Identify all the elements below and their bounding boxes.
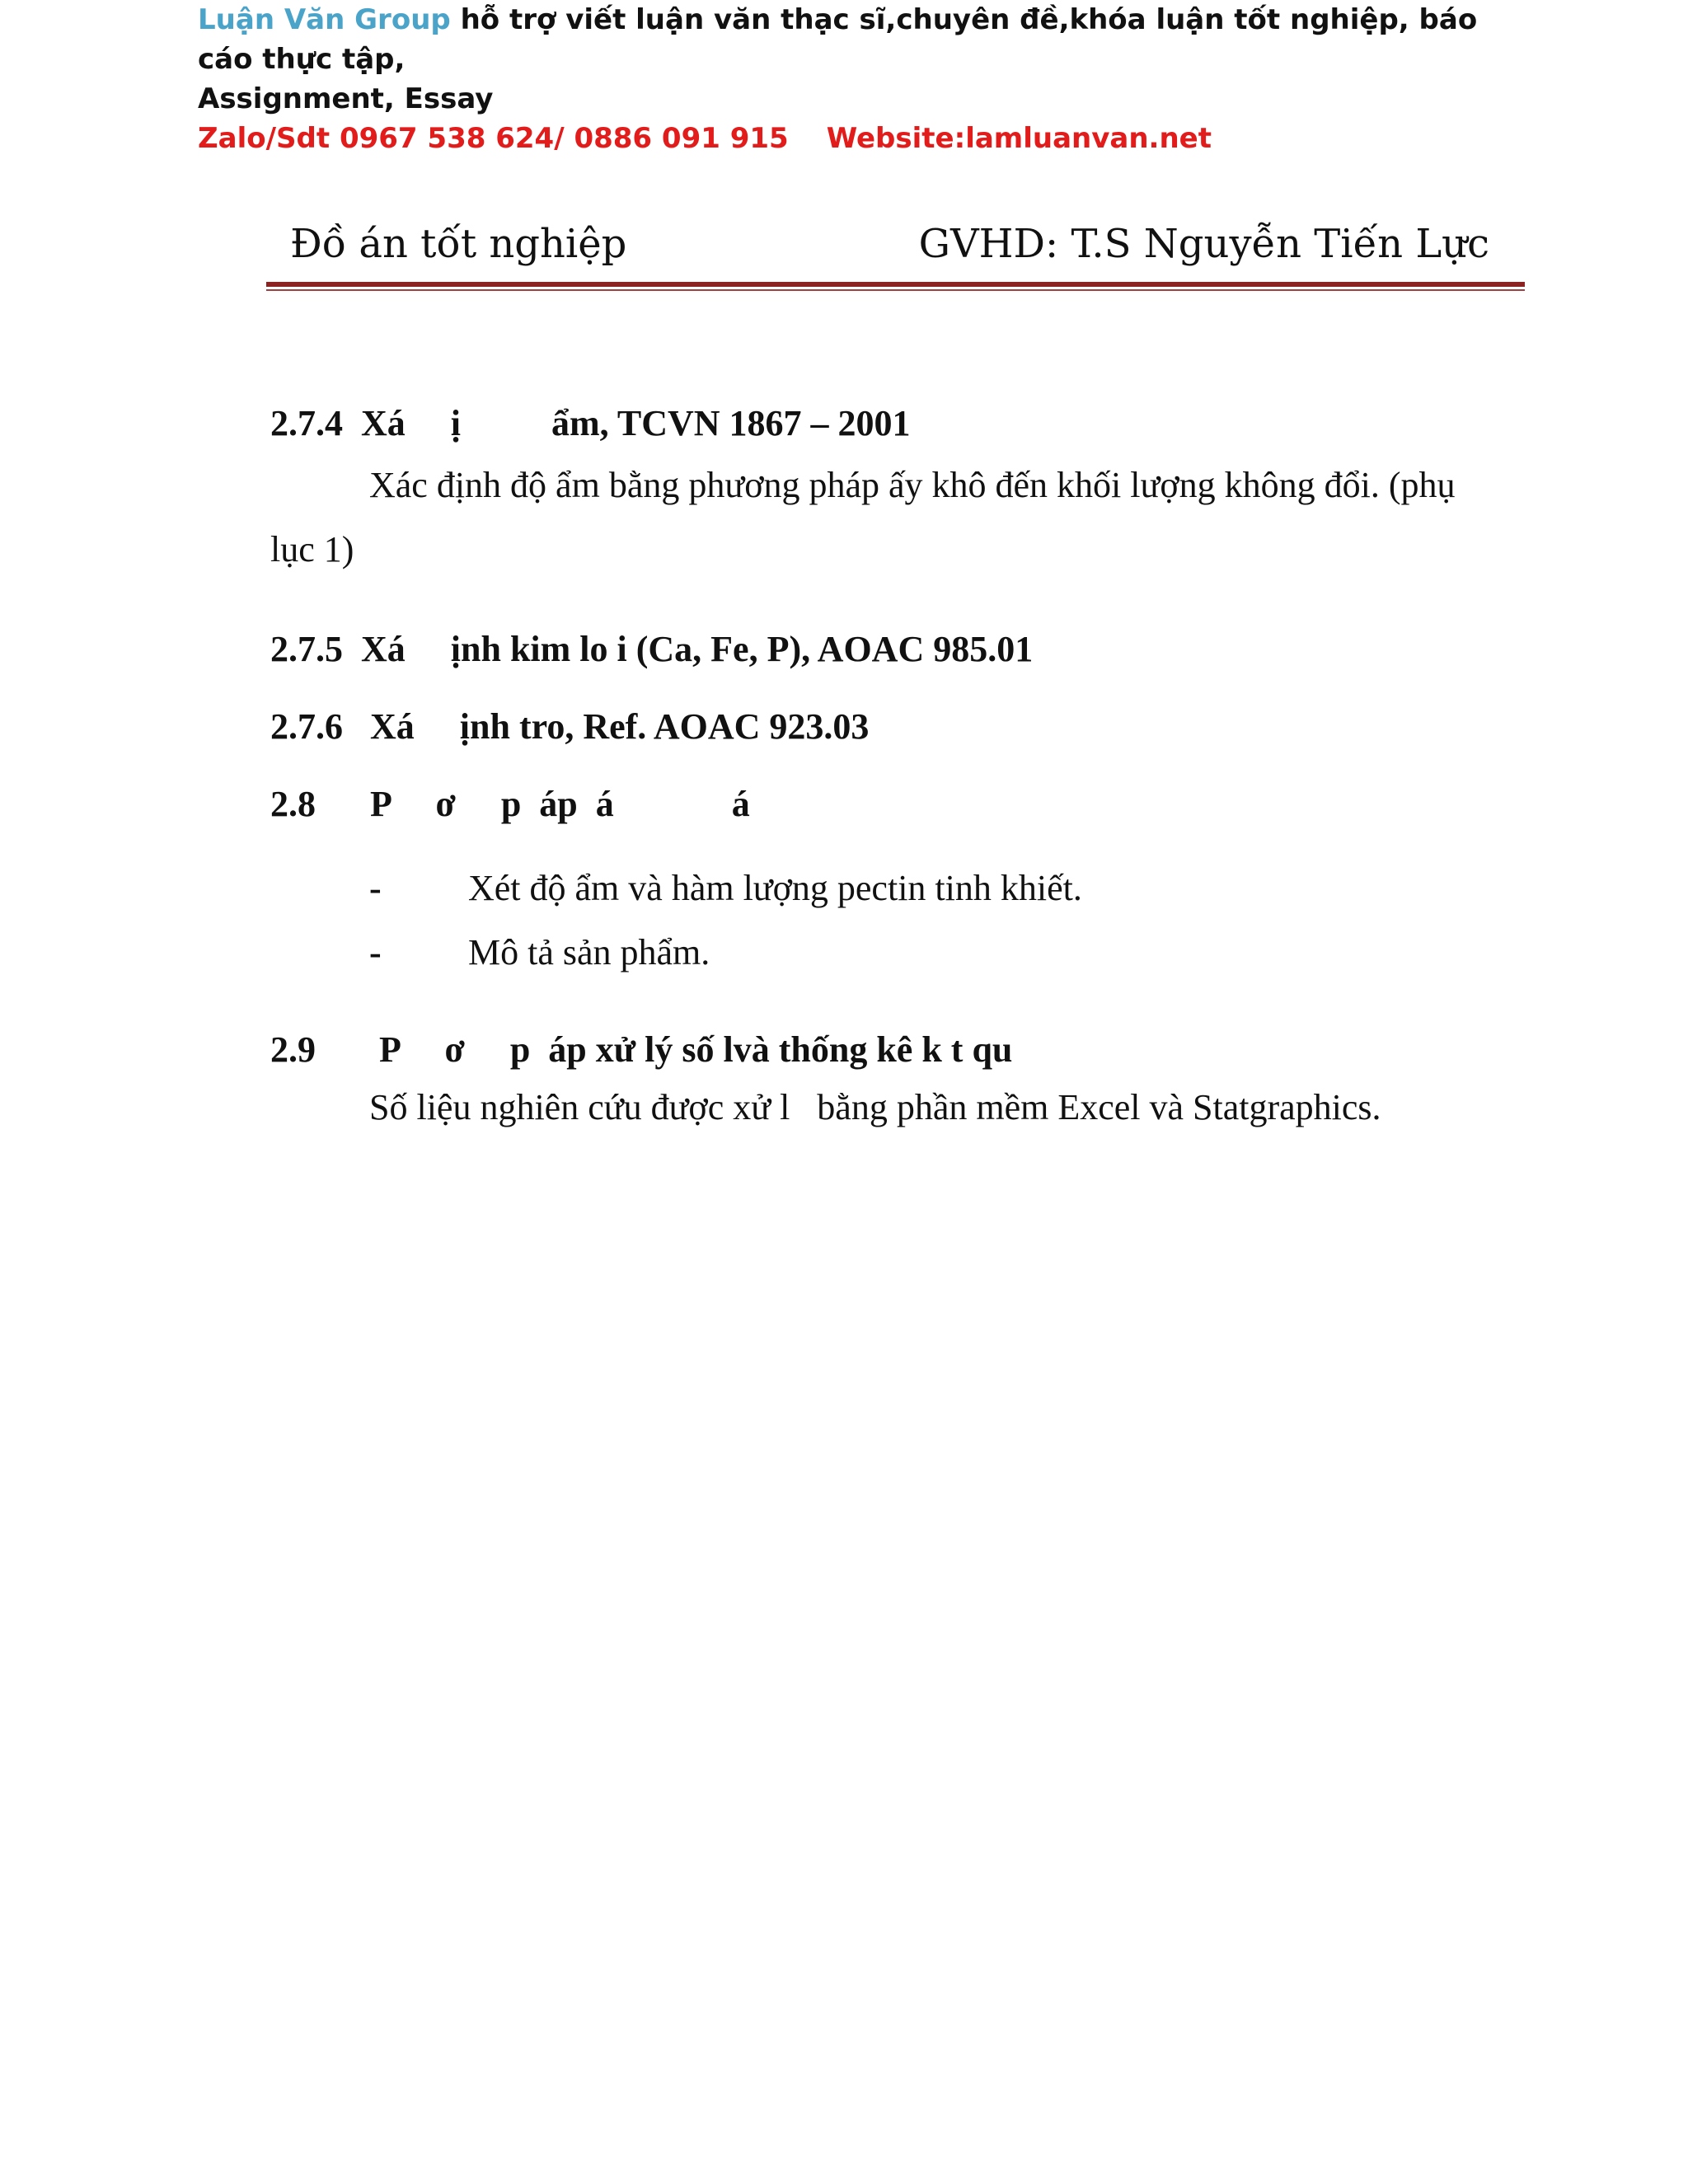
banner-contact: Zalo/Sdt 0967 538 624/ 0886 091 915 — [198, 122, 789, 155]
banner-line-1 — [198, 0, 1533, 79]
banner-contact-line — [198, 119, 1533, 158]
header-doc-title: Đồ án tốt nghiệp — [290, 221, 627, 267]
section-2-9-heading: 2.9 P ơ p áp xử lý số lvà thống kê k t qu — [270, 1029, 1013, 1070]
promo-banner — [198, 0, 1533, 158]
page-header — [290, 221, 1489, 279]
bullet-dash: - — [369, 932, 382, 972]
bullet-item-2: Mô tả sản phẩm. — [468, 932, 710, 972]
section-2-7-4-body-line-2: lục 1) — [270, 529, 354, 569]
banner-line-2: Assignment, Essay — [198, 82, 494, 115]
section-2-7-5-heading: 2.7.5 Xá ịnh kim lo i (Ca, Fe, P), AOAC 985.01 — [270, 629, 1034, 669]
bullet-dash: - — [369, 868, 382, 908]
banner-website: Website:lamluanvan.net — [826, 122, 1212, 155]
header-supervisor: GVHD: T.S Nguyễn Tiến Lực — [918, 221, 1489, 267]
bullet-item-1: Xét độ ẩm và hàm lượng pectin tinh khiết. — [468, 868, 1082, 908]
section-2-8-heading: 2.8 P ơ p áp á á — [270, 784, 750, 824]
section-2-7-6-heading: 2.7.6 Xá ịnh tro, Ref. AOAC 923.03 — [270, 706, 870, 747]
banner-brand: Luận Văn Group — [198, 3, 451, 36]
section-2-7-4-heading: 2.7.4 Xá ị ẩm, TCVN 1867 – 2001 — [270, 403, 911, 443]
banner-tagline: hỗ trợ viết luận văn thạc sĩ,chuyên đề,khóa luận tốt nghiệp, báo cáo thực tập, — [198, 3, 1478, 76]
header-rule-thin — [266, 289, 1525, 291]
section-2-9-body: Số liệu nghiên cứu được xử l bằng phần mềm Excel và Statgraphics. — [369, 1087, 1381, 1127]
section-2-7-4-body-line-1: Xác định độ ẩm bằng phương pháp ấy khô đến khối lượng không đổi. (phụ — [369, 465, 1456, 505]
header-rule — [266, 282, 1525, 287]
